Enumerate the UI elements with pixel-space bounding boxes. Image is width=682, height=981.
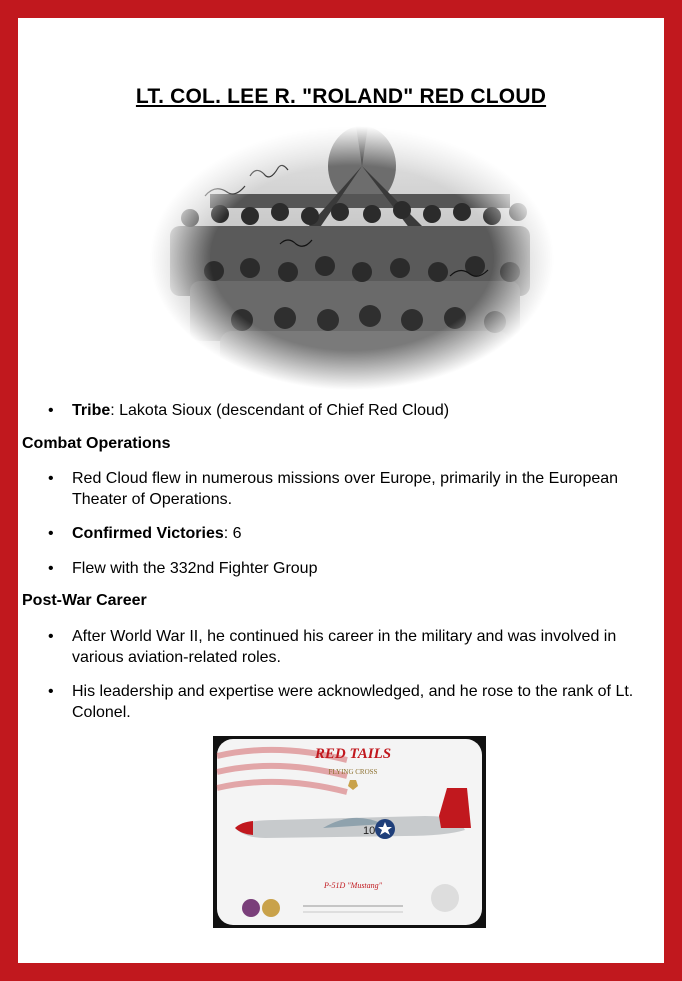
list-item-missions: • Red Cloud flew in numerous missions over Europe, primarily in the European Theater of Operations. [72, 468, 662, 510]
list-item-victories [72, 523, 662, 544]
squadron-photo [150, 126, 554, 390]
victories-label: Confirmed Victories [72, 525, 224, 542]
poster-title: RED TAILS [314, 746, 392, 762]
poster-caption: P-51D "Mustang" [323, 881, 383, 890]
list-item-fighter-group: • Flew with the 332nd Fighter Group [72, 558, 662, 579]
tribe-label: Tribe [72, 402, 111, 419]
section-heading-post-war: Post-War Career [22, 592, 147, 609]
list-item-career: • After World War II, he continued his career in the military and was involved in various aviation-related roles. [72, 626, 662, 668]
page-title: LT. COL. LEE R. "ROLAND" RED CLOUD [135, 85, 547, 108]
tribe-value: : Lakota Sioux (descendant of Chief Red Cloud) [110, 402, 450, 419]
list-item-leadership: • His leadership and expertise were acknowledged, and he rose to the rank of Lt. Colonel. [72, 681, 662, 723]
poster-aircraft-number: 10 [363, 825, 376, 837]
victories-value: : 6 [223, 525, 242, 542]
section-heading-combat: Combat Operations [22, 435, 171, 452]
poster-subtitle: FLYING CROSS [328, 768, 378, 776]
list-item-tribe [72, 400, 662, 421]
page [18, 18, 664, 963]
red-tails-poster [213, 736, 486, 928]
